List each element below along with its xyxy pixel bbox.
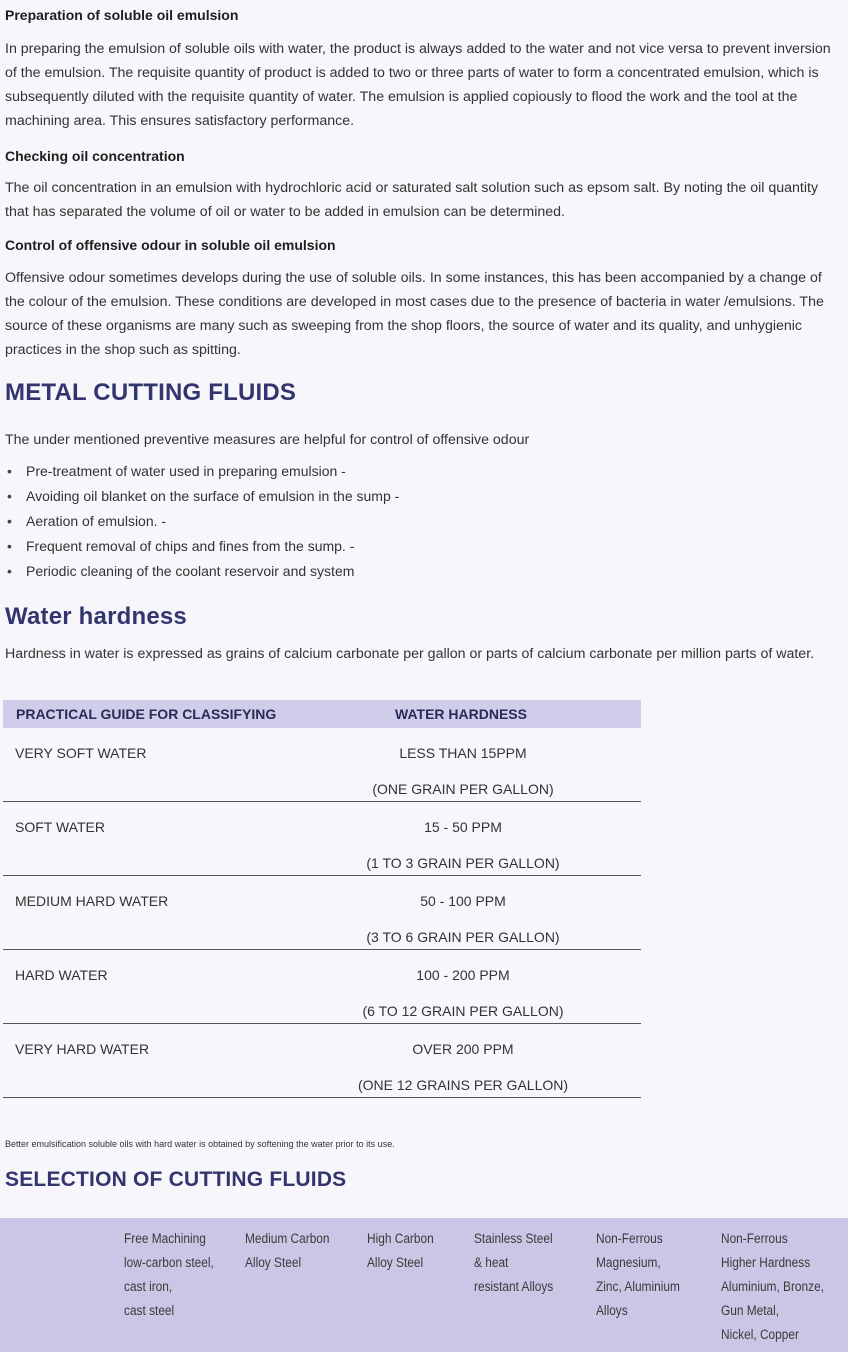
selection-column: [474, 1227, 553, 1299]
column-line: cast steel: [124, 1303, 175, 1318]
column-line: Higher Hardness: [721, 1255, 811, 1270]
hardness-class: VERY HARD WATER: [15, 1041, 150, 1057]
list-item: • Pre-treatment of water used in preparing emulsion -: [5, 459, 399, 484]
hardness-ppm: 100 - 200 PPM: [416, 967, 510, 983]
selection-column: [245, 1227, 330, 1275]
column-line: Alloy Steel: [367, 1255, 424, 1270]
water-hardness-table: [3, 700, 641, 1098]
column-line: Aluminium, Bronze,: [721, 1279, 825, 1294]
column-line: Free Machining: [124, 1231, 206, 1246]
hardness-ppm: 15 - 50 PPM: [424, 819, 502, 835]
hardness-ppm: OVER 200 PPM: [412, 1041, 514, 1057]
column-line: Alloys: [596, 1303, 628, 1318]
hardness-grain: (1 TO 3 GRAIN PER GALLON): [366, 855, 560, 871]
hardness-ppm: 50 - 100 PPM: [420, 893, 506, 909]
prep-heading: Preparation of soluble oil emulsion: [5, 7, 239, 23]
table-row: [3, 802, 641, 876]
hardness-footnote: Better emulsification soluble oils with hard water is obtained by softening the water prior to its use.: [5, 1139, 395, 1149]
table-header: [3, 700, 641, 728]
hardness-ppm: LESS THAN 15PPM: [399, 745, 527, 761]
column-line: Zinc, Aluminium: [596, 1279, 680, 1294]
list-item: • Periodic cleaning of the coolant reservoir and system: [5, 559, 399, 584]
preventive-measures-list: [5, 459, 399, 584]
header-water-hardness: WATER HARDNESS: [395, 706, 527, 722]
table-row: [3, 950, 641, 1024]
hardness-grain: (3 TO 6 GRAIN PER GALLON): [366, 929, 560, 945]
hardness-grain: (ONE GRAIN PER GALLON): [372, 781, 554, 797]
column-line: resistant Alloys: [474, 1279, 554, 1294]
odour-paragraph: Offensive odour sometimes develops during the use of soluble oils. In some instances, this has been accompanied by a change of the colour of the emulsion. These conditions are developed in most cases due to the presence of bacteria in water /emulsions. The source of these organisms are many such as sweeping from the shop floors, the source of water and its quality, and unhygienic practices in the shop such as spitting.: [5, 270, 824, 358]
column-line: Non-Ferrous: [721, 1231, 788, 1246]
column-line: Medium Carbon: [245, 1231, 330, 1246]
selection-column: [721, 1227, 824, 1347]
list-item: • Frequent removal of chips and fines from the sump. -: [5, 534, 399, 559]
prep-paragraph: In preparing the emulsion of soluble oils with water, the product is always added to the water and not vice versa to prevent inversion of the emulsion. The requisite quantity of product is added to two or three parts of water to form a concentrated emulsion, which is subsequently diluted with the requisite quantity of water. The emulsion is applied copiously to flood the work and the tool at the machining area. This ensures satisfactory performance.: [5, 41, 831, 129]
table-row: [3, 728, 641, 802]
selection-table: [0, 1218, 848, 1352]
selection-column: [124, 1227, 214, 1323]
header-classifying: PRACTICAL GUIDE FOR CLASSIFYING: [16, 706, 277, 722]
column-line: Stainless Steel: [474, 1231, 553, 1246]
check-heading: Checking oil concentration: [5, 148, 185, 164]
metal-cutting-fluids-heading: METAL CUTTING FLUIDS: [5, 379, 297, 406]
check-paragraph: The oil concentration in an emulsion with hydrochloric acid or saturated salt solution such as epsom salt. By noting the oil quantity that has separated the volume of oil or water to be added in emulsion can be determined.: [5, 180, 819, 220]
table-row: [3, 876, 641, 950]
hardness-grain: (ONE 12 GRAINS PER GALLON): [357, 1077, 569, 1093]
water-hardness-heading: Water hardness: [5, 603, 187, 630]
list-item: • Aeration of emulsion. -: [5, 509, 399, 534]
hardness-paragraph: Hardness in water is expressed as grains of calcium carbonate per gallon or parts of calcium carbonate per million parts of water.: [5, 646, 815, 662]
table-row: [3, 1024, 641, 1098]
selection-column: [367, 1227, 434, 1275]
odour-heading: Control of offensive odour in soluble oil emulsion: [5, 237, 336, 253]
hardness-grain: (6 TO 12 GRAIN PER GALLON): [362, 1003, 564, 1019]
column-line: & heat: [474, 1255, 509, 1270]
column-line: High Carbon: [367, 1231, 434, 1246]
column-line: Alloy Steel: [245, 1255, 302, 1270]
column-line: Nickel, Copper: [721, 1327, 799, 1342]
selection-column: [596, 1227, 680, 1323]
column-line: Magnesium,: [596, 1255, 661, 1270]
column-line: Gun Metal,: [721, 1303, 780, 1318]
hardness-class: MEDIUM HARD WATER: [15, 893, 169, 909]
list-item: • Avoiding oil blanket on the surface of emulsion in the sump -: [5, 484, 399, 509]
column-line: Non-Ferrous: [596, 1231, 663, 1246]
column-line: low-carbon steel,: [124, 1255, 214, 1270]
hardness-class: HARD WATER: [15, 967, 108, 983]
selection-heading: SELECTION OF CUTTING FLUIDS: [5, 1168, 347, 1191]
column-line: cast iron,: [124, 1279, 173, 1294]
mcf-intro: The under mentioned preventive measures are helpful for control of offensive odour: [5, 432, 530, 448]
hardness-class: SOFT WATER: [15, 819, 105, 835]
hardness-class: VERY SOFT WATER: [15, 745, 147, 761]
